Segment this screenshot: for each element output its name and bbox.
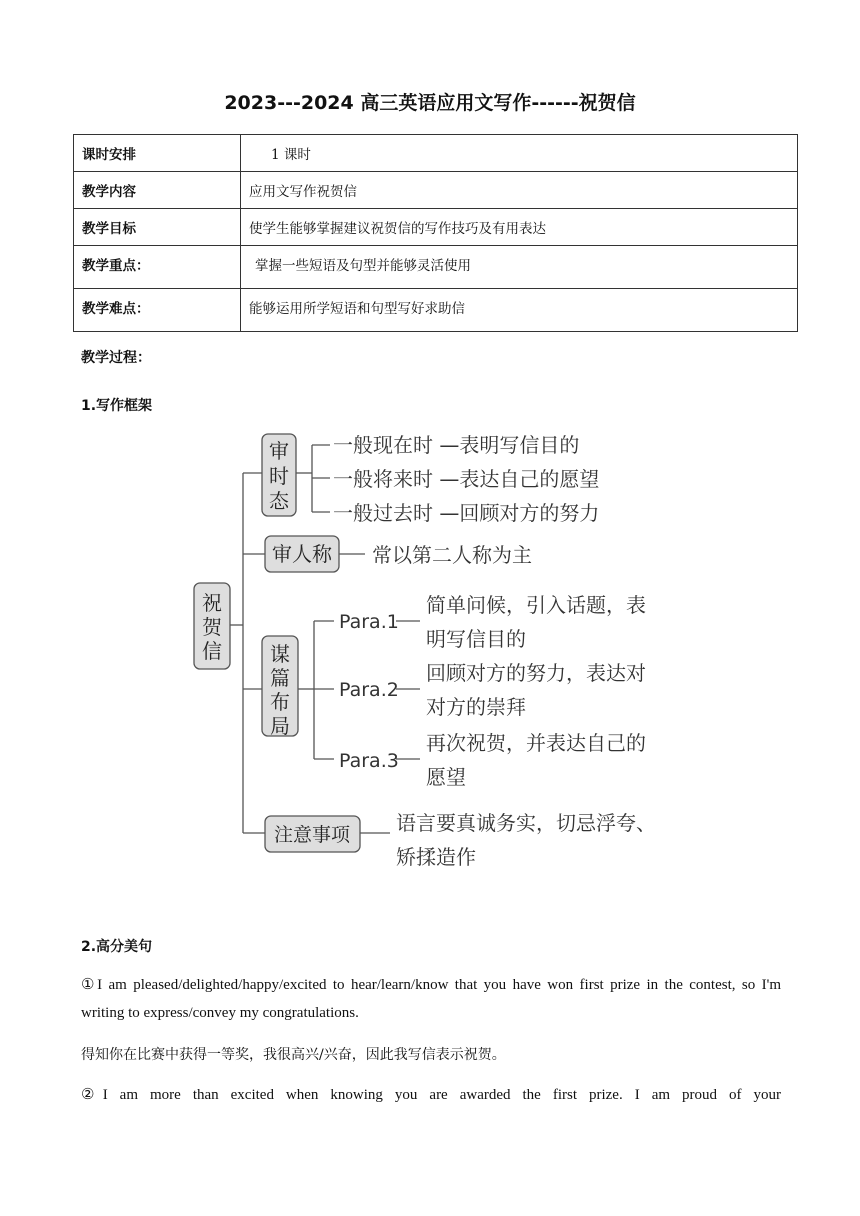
structure-node-label: 谋篇布局: [270, 642, 290, 738]
table-key: 教学难点：: [74, 289, 241, 332]
para-desc: 简单问候，引入话题，表: [426, 593, 646, 617]
notes-text: 语言要真诚务实，切忌浮夸、: [396, 811, 656, 835]
person-node-label: 审人称: [272, 542, 332, 566]
notes-node-label: 注意事项: [273, 824, 351, 846]
writing-framework-mindmap: [0, 420, 860, 880]
para-desc: 对方的崇拜: [426, 695, 526, 719]
tense-node-label: 审时态: [269, 439, 289, 513]
table-row: [74, 209, 798, 246]
table-row: [74, 135, 798, 172]
table-key: 教学内容: [74, 172, 241, 209]
notes-text: 矫揉造作: [396, 845, 476, 869]
root-node-label: 祝贺信: [202, 591, 222, 663]
para-desc: 再次祝贺，并表达自己的: [426, 731, 646, 755]
para-label: Para.1: [339, 611, 399, 633]
sentence-1-english: ①I am pleased/delighted/happy/excited to hear/learn/know that you have won first prize in the contest, so I'm writing to express/convey my congratulations.: [81, 977, 781, 1021]
table-key: 教学目标: [74, 209, 241, 246]
structure-node: [262, 636, 298, 738]
sentence-2-english: ②I am more than excited when knowing you are awarded the first prize. I am proud of your: [81, 1087, 781, 1103]
notes-node: [265, 816, 360, 852]
tense-node: [262, 434, 296, 516]
table-row: [74, 289, 798, 332]
table-value: 使学生能够掌握建议祝贺信的写作技巧及有用表达: [241, 209, 798, 246]
table-key: 课时安排: [74, 135, 241, 172]
tense-item: 一般现在时 —表明写信目的: [333, 433, 580, 457]
root-node: [194, 583, 230, 669]
person-node: [265, 536, 339, 572]
table-value: 1 课时: [241, 135, 798, 172]
lesson-info-table: [73, 134, 798, 332]
para-label: Para.2: [339, 679, 399, 701]
table-row: [74, 172, 798, 209]
para-desc: 愿望: [426, 765, 466, 789]
table-value: 应用文写作祝贺信: [241, 172, 798, 209]
section-sentences-heading: 2.高分美句: [81, 939, 153, 955]
para-desc: 回顾对方的努力，表达对: [426, 661, 646, 685]
table-key: 教学重点：: [74, 246, 241, 289]
section-framework-heading: 1.写作框架: [81, 398, 153, 414]
table-value: 掌握一些短语及句型并能够灵活使用: [241, 246, 798, 289]
document-title: 2023---2024 高三英语应用文写作------祝贺信: [224, 92, 636, 114]
tense-item: 一般将来时 —表达自己的愿望: [333, 467, 600, 491]
process-label: 教学过程：: [81, 350, 151, 366]
table-row: [74, 246, 798, 289]
tense-item: 一般过去时 —回顾对方的努力: [333, 501, 600, 525]
person-text: 常以第二人称为主: [372, 543, 532, 567]
sentence-1-chinese: 得知你在比赛中获得一等奖，我很高兴/兴奋，因此我写信表示祝贺。: [81, 1047, 506, 1063]
para-desc: 明写信目的: [426, 627, 526, 651]
para-label: Para.3: [339, 750, 399, 772]
table-value: 能够运用所学短语和句型写好求助信: [241, 289, 798, 332]
